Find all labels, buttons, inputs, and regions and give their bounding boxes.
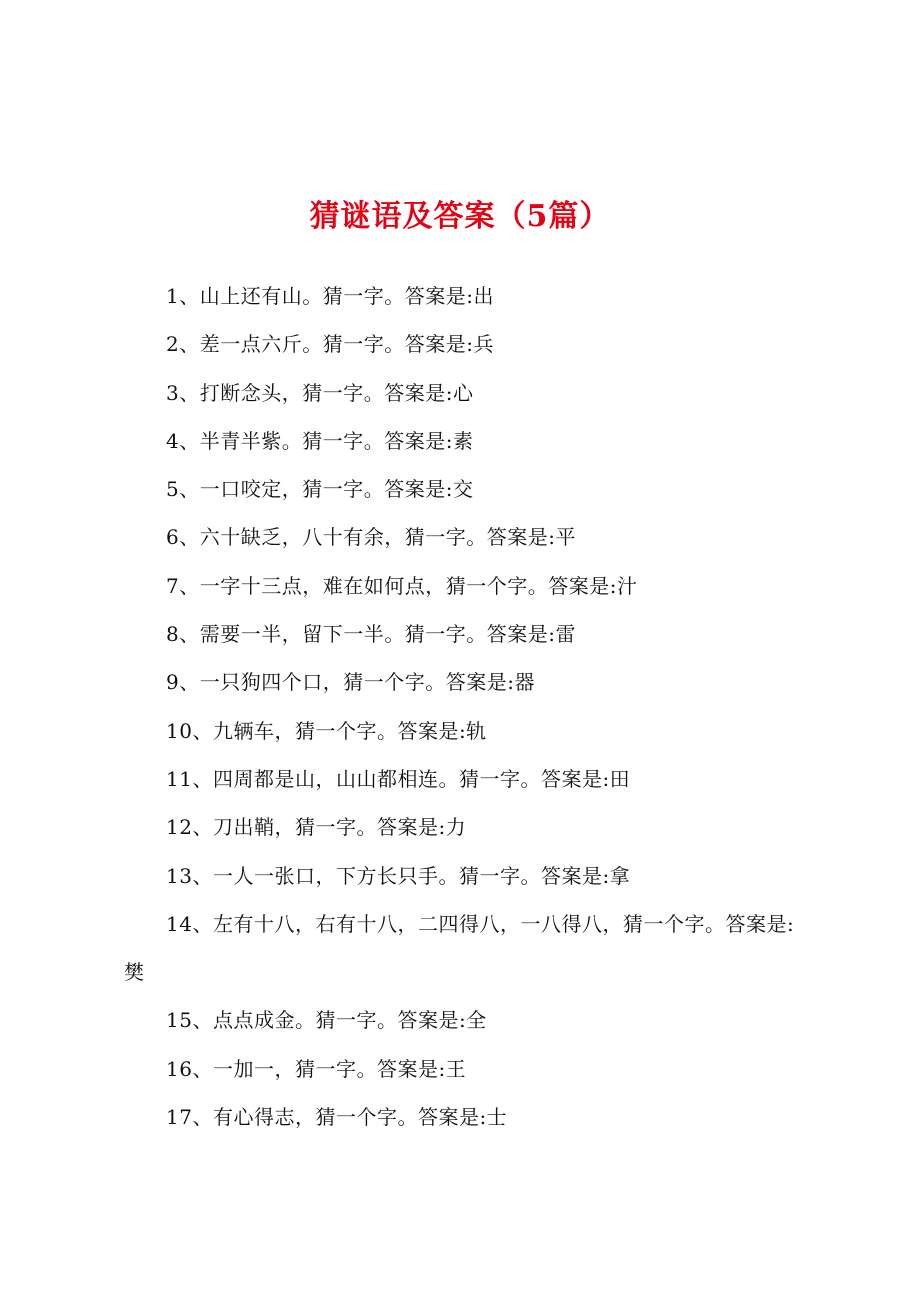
riddle-item-4: 4、半青半紫。猜一字。答案是:素 <box>166 428 474 453</box>
riddle-item-17: 17、有心得志，猜一个字。答案是:士 <box>166 1105 508 1130</box>
riddle-item-3: 3、打断念头，猜一字。答案是:心 <box>166 380 474 405</box>
riddle-item-7: 7、一字十三点，难在如何点，猜一个字。答案是:汁 <box>166 573 638 598</box>
riddle-item-13: 13、一人一张口，下方长只手。猜一字。答案是:拿 <box>166 863 631 888</box>
riddle-item-9: 9、一只狗四个口，猜一个字。答案是:器 <box>166 670 535 695</box>
document-title: 猜谜语及答案（5篇） <box>309 199 611 234</box>
riddle-list <box>124 272 814 1141</box>
riddle-item-1: 1、山上还有山。猜一字。答案是:出 <box>166 284 494 308</box>
riddle-item-14: 14、左有十八，右有十八，二四得八，一八得八，猜一个字。答案是:樊 <box>124 911 795 985</box>
riddle-item-6: 6、六十缺乏，八十有余，猜一字。答案是:平 <box>166 525 576 550</box>
riddle-item-11: 11、四周都是山，山山都相连。猜一字。答案是:田 <box>166 766 631 791</box>
riddle-item-8: 8、需要一半，留下一半。猜一字。答案是:雷 <box>166 622 576 647</box>
riddle-item-12: 12、刀出鞘，猜一字。答案是:力 <box>166 815 467 840</box>
riddle-item-5: 5、一口咬定，猜一字。答案是:交 <box>166 477 474 502</box>
riddle-item-16: 16、一加一，猜一字。答案是:王 <box>166 1056 467 1081</box>
riddle-item-15: 15、点点成金。猜一字。答案是:全 <box>166 1008 487 1033</box>
riddle-item-2: 2、差一点六斤。猜一字。答案是:兵 <box>166 332 494 357</box>
riddle-item-10: 10、九辆车，猜一个字。答案是:轨 <box>166 718 487 743</box>
